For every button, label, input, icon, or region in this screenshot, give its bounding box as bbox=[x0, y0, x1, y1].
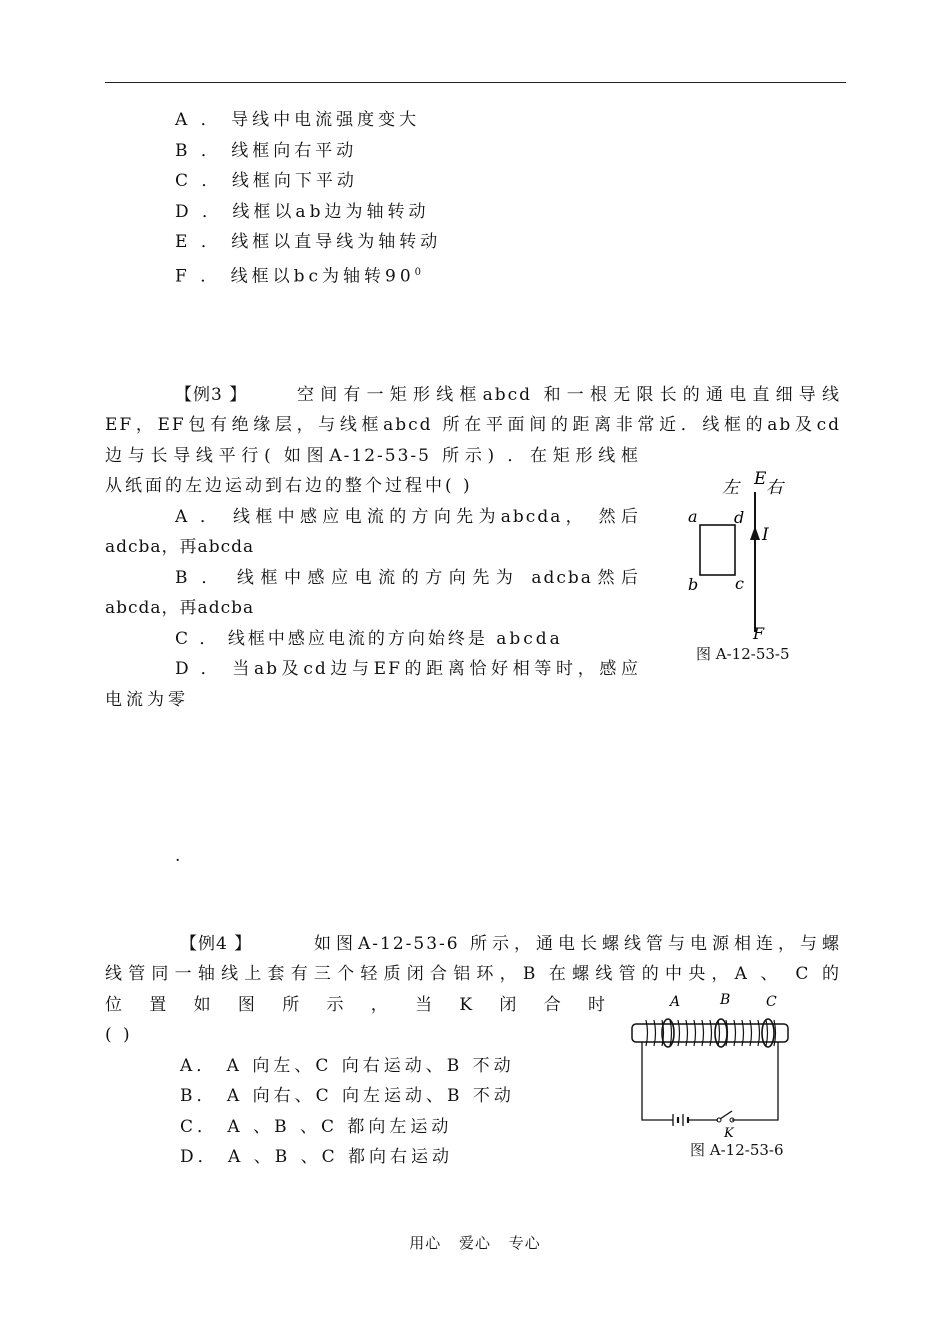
stray-dot: . bbox=[175, 846, 185, 866]
example4-line2: 线管同一轴线上套有三个轻质闭合铝环，B 在螺线管的中央，A 、 C 的 bbox=[105, 964, 841, 984]
fig5-label-f: F bbox=[753, 624, 765, 642]
header-rule bbox=[105, 82, 846, 83]
example3-line4: 从纸面的左边运动到右边的整个过程中( ) bbox=[105, 476, 473, 496]
fig5-label-e: E bbox=[754, 469, 767, 489]
example4-line4: ( ) bbox=[105, 1025, 133, 1045]
fig5-label-right: 右 bbox=[766, 478, 783, 498]
example4-option-a: A． A 向左、C 向右运动、B 不动 bbox=[180, 1056, 515, 1076]
example3-option-d-line2: 电流为零 bbox=[105, 690, 189, 710]
example3-option-a-line2: adcba，再abcda bbox=[105, 537, 255, 557]
fig5-frame-abcd bbox=[700, 525, 735, 575]
example4-line3: 位置如图所示，当K闭合时 bbox=[105, 995, 605, 1015]
fig6-switch-k bbox=[720, 1111, 732, 1119]
fig5-current-arrow bbox=[750, 526, 760, 540]
example4-tag: 【例4 】 bbox=[180, 934, 253, 954]
example4-line1: 如图A-12-53-6 所示，通电长螺线管与电源相连，与螺 bbox=[314, 934, 841, 954]
fig5-label-b: b bbox=[688, 575, 699, 594]
option-d-top: D ． 线框以ab边为轴转动 bbox=[175, 202, 430, 222]
figure-a-12-53-5 bbox=[680, 462, 800, 642]
example3-line3: 边与长导线平行( 如图A-12-53-5 所示) ．在矩形线框 bbox=[105, 446, 640, 466]
example3-option-a-line1: A ． 线框中感应电流的方向先为abcda， 然后 bbox=[175, 507, 640, 527]
example3-tag: 【例3 】 bbox=[175, 385, 248, 405]
fig6-label-c: C bbox=[766, 994, 777, 1010]
degree-sup: 0 bbox=[414, 267, 426, 278]
figure-caption-a-12-53-5: 图 A-12-53-5 bbox=[696, 645, 790, 663]
example3-option-d-line1: D ． 当ab及cd边与EF的距离恰好相等时，感应 bbox=[175, 659, 640, 679]
fig6-label-b: B bbox=[720, 992, 731, 1008]
option-a-top: A ． 导线中电流强度变大 bbox=[175, 110, 421, 130]
fig6-label-k: K bbox=[724, 1126, 734, 1140]
fig6-wire-right bbox=[732, 1042, 778, 1120]
page-footer: 用心 爱心 专心 bbox=[409, 1234, 541, 1252]
fig6-label-a: A bbox=[670, 994, 681, 1010]
figure-caption-a-12-53-6: 图 A-12-53-6 bbox=[690, 1141, 784, 1159]
example3-option-b-line2: abcda，再adcba bbox=[105, 598, 255, 618]
option-c-top: C ． 线框向下平动 bbox=[175, 171, 358, 191]
example4-option-d: D． A 、B 、C 都向右运动 bbox=[180, 1147, 454, 1167]
figure-a-12-53-6 bbox=[628, 990, 798, 1140]
fig5-label-a: a bbox=[688, 507, 698, 526]
option-b-top: B ． 线框向右平动 bbox=[175, 141, 358, 161]
example4-option-b: B． A 向右、C 向左运动、B 不动 bbox=[180, 1086, 515, 1106]
example3-line1: 空间有一矩形线框abcd 和一根无限长的通电直细导线 bbox=[297, 385, 841, 405]
fig5-label-d: d bbox=[734, 508, 745, 527]
fig5-label-left: 左 bbox=[722, 478, 739, 498]
option-f-top: F ． 线框以bc为轴转$90^0$ bbox=[175, 266, 426, 287]
fig5-label-c: c bbox=[735, 574, 744, 593]
example3-line2: EF，EF包有绝缘层，与线框abcd 所在平面间的距离非常近．线框的ab及cd bbox=[105, 415, 841, 435]
fig5-label-i: I bbox=[762, 525, 769, 545]
example4-option-c: C． A 、B 、C 都向左运动 bbox=[180, 1117, 453, 1137]
example3-option-b-line1: B ． 线框中感应电流的方向先为 adcba然后 bbox=[175, 568, 640, 588]
example3-option-c: C ． 线框中感应电流的方向始终是 abcda bbox=[175, 629, 563, 649]
fig6-wire-left bbox=[642, 1042, 673, 1120]
option-e-top: E ． 线框以直导线为轴转动 bbox=[175, 232, 442, 252]
